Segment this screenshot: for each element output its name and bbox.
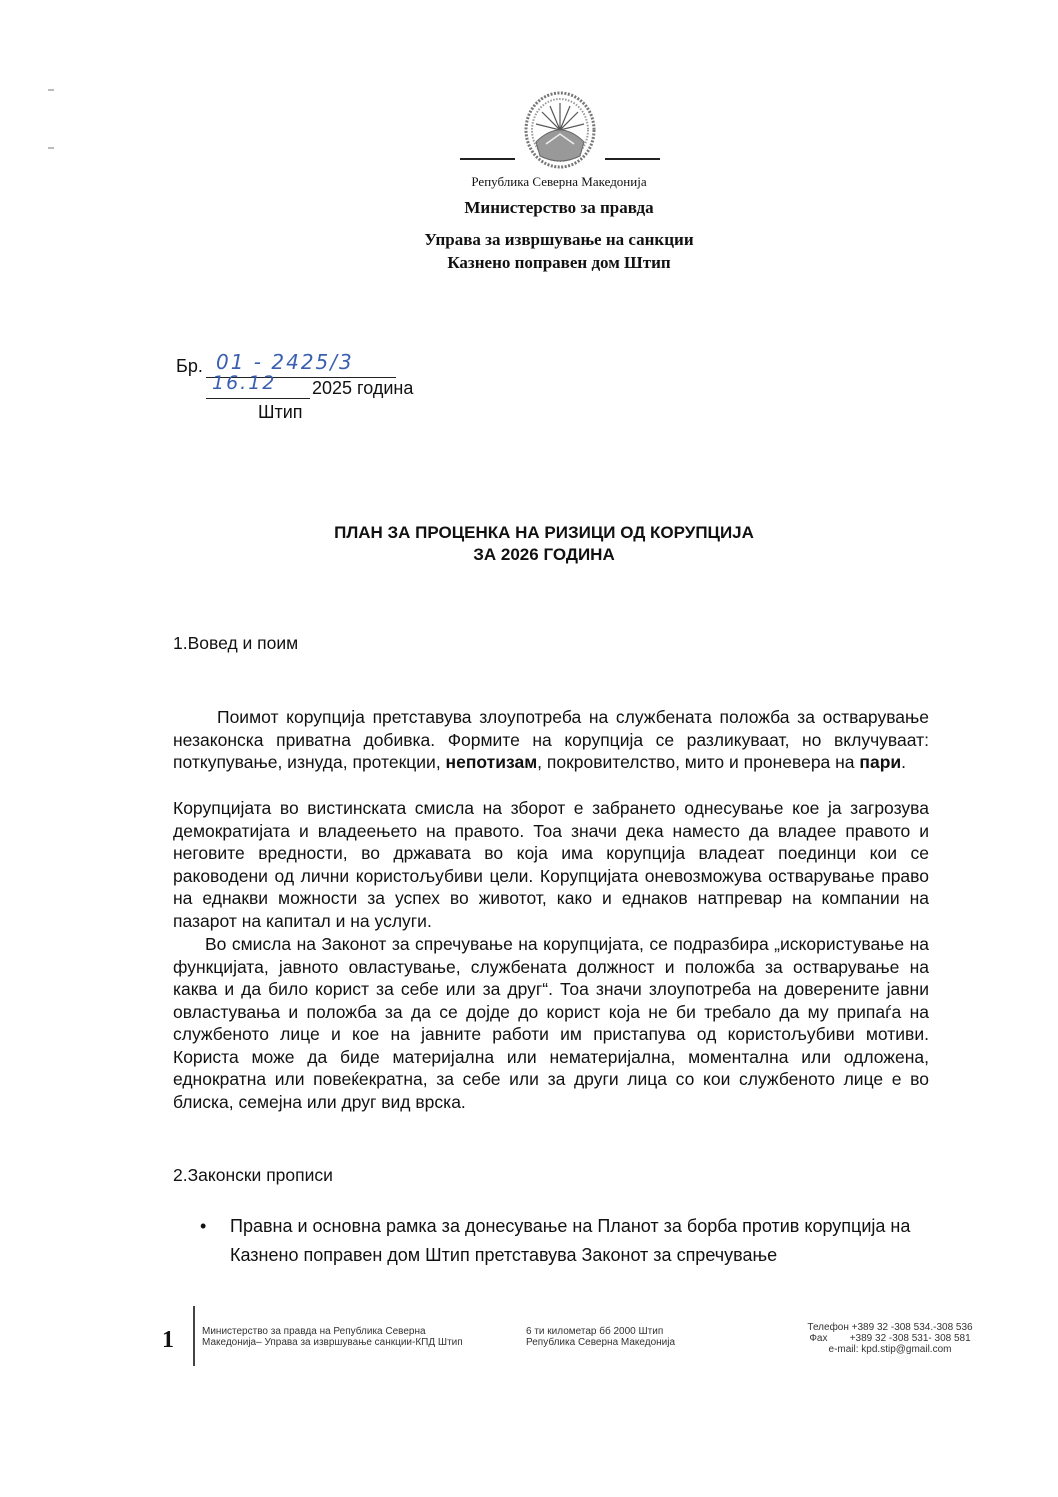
scan-mark [48,89,54,91]
title-line-1: ПЛАН ЗА ПРОЦЕНКА НА РИЗИЦИ ОД КОРУПЦИЈА [334,523,754,542]
header-rule-left [460,158,515,160]
footer-fax: Фах +389 32 -308 531- 308 581 [809,1333,971,1344]
reference-number-value: 01 - 2425/3 [216,350,354,374]
scan-mark [48,147,54,149]
footer-institution-line-2: Македонија– Управа за извршување санкции-КПД Штип [202,1337,463,1348]
section-heading-legal: 2.Законски прописи [173,1165,333,1185]
section-heading-intro: 1.Вовед и поим [173,633,299,653]
footer-contact [800,1322,980,1355]
document-title [0,522,1058,566]
footer-address-line-2: Република Северна Македонија [526,1337,676,1348]
page-number: 1 [162,1327,174,1353]
prison-name-line: Казнено поправен дом Штип [447,253,671,272]
paragraph-corruption-meaning: Корупцијата во вистинската смисла на зборот е забрането однесување кое ја загрозува демократијата и владеењето на правото. Тоа значи дека наместо да владее правото и неговите вредности, во државата во која има корупција владеат поединци кои се раководени од лични користољубиви цели. Корупцијата оневозможува остварување право на еднакви можности за успех во животот, како и еднаков натпревар на компании на пазарот на капитал и на услуги. [173,798,929,931]
institution-name [0,228,1058,274]
p1-bold-money: пари [859,752,902,772]
footer-phone: Телефон +389 32 -308 534.-308 536 [807,1322,973,1333]
footer-email[interactable]: e-mail: kpd.stip@gmail.com [828,1344,952,1355]
republic-name: Република Северна Македонија [471,174,647,189]
footer-divider [193,1306,195,1366]
date-value: 16.12 [212,372,277,394]
footer-address-line-1: 6 ти километар бб 2000 Штип [526,1326,664,1337]
header-rule-right [605,158,660,160]
bullet-icon: • [200,1216,207,1236]
bullet-text: Правна и основна рамка за донесување на Планот за борба против корупција на Казнено поправен дом Штип претставува Законот за спречување [230,1216,911,1265]
title-line-2: ЗА 2026 ГОДИНА [473,545,615,564]
footer-institution-line-1: Министерство за правда на Република Северна [202,1326,426,1337]
p1-end: . [901,752,907,772]
paragraph-law-definition: Во смисла на Законот за спречување на корупцијата, се подразбира „искористување на функцијата, јавното овластување, службената должност и положба за остварување на каква и да било корист за себе или за друг“. Тоа значи злоупотреба на доверените јавни овластувања и положба за да се дојде до корист која не би требало да му припаѓа на службеното лице и кое на јавните работи им пристапува од користољубиви мотиви. Користа може да биде материјална или нематеријална, моментална или одложена, еднократна или повеќекратна, за себе или за други лица со кои службеното лице е во блиска, семејна или друг вид врска. [173,934,929,1112]
city: Штип [258,402,303,422]
ministry-name: Министерство за правда [464,198,654,217]
reference-number-label: Бр. [176,356,203,376]
p1-text: Поимот корупција претставува злоупотреба на службената положба за остварување незаконска приватна добивка. Формите на корупција се разликуваат, но вклучуваат: поткупување, изнуда, протекции, [173,707,929,772]
p1-bold-nepotism: непотизам [445,752,538,772]
administration-line: Управа за извршување на санкции [424,230,694,249]
footer-institution [202,1326,502,1348]
date-field [206,372,310,399]
p1-mid: , покровителство, мито и проневера на [537,752,860,772]
paragraph-definition [173,706,929,774]
footer-address [526,1326,726,1348]
year-text: 2025 година [312,378,414,398]
coat-of-arms-icon [522,90,598,170]
